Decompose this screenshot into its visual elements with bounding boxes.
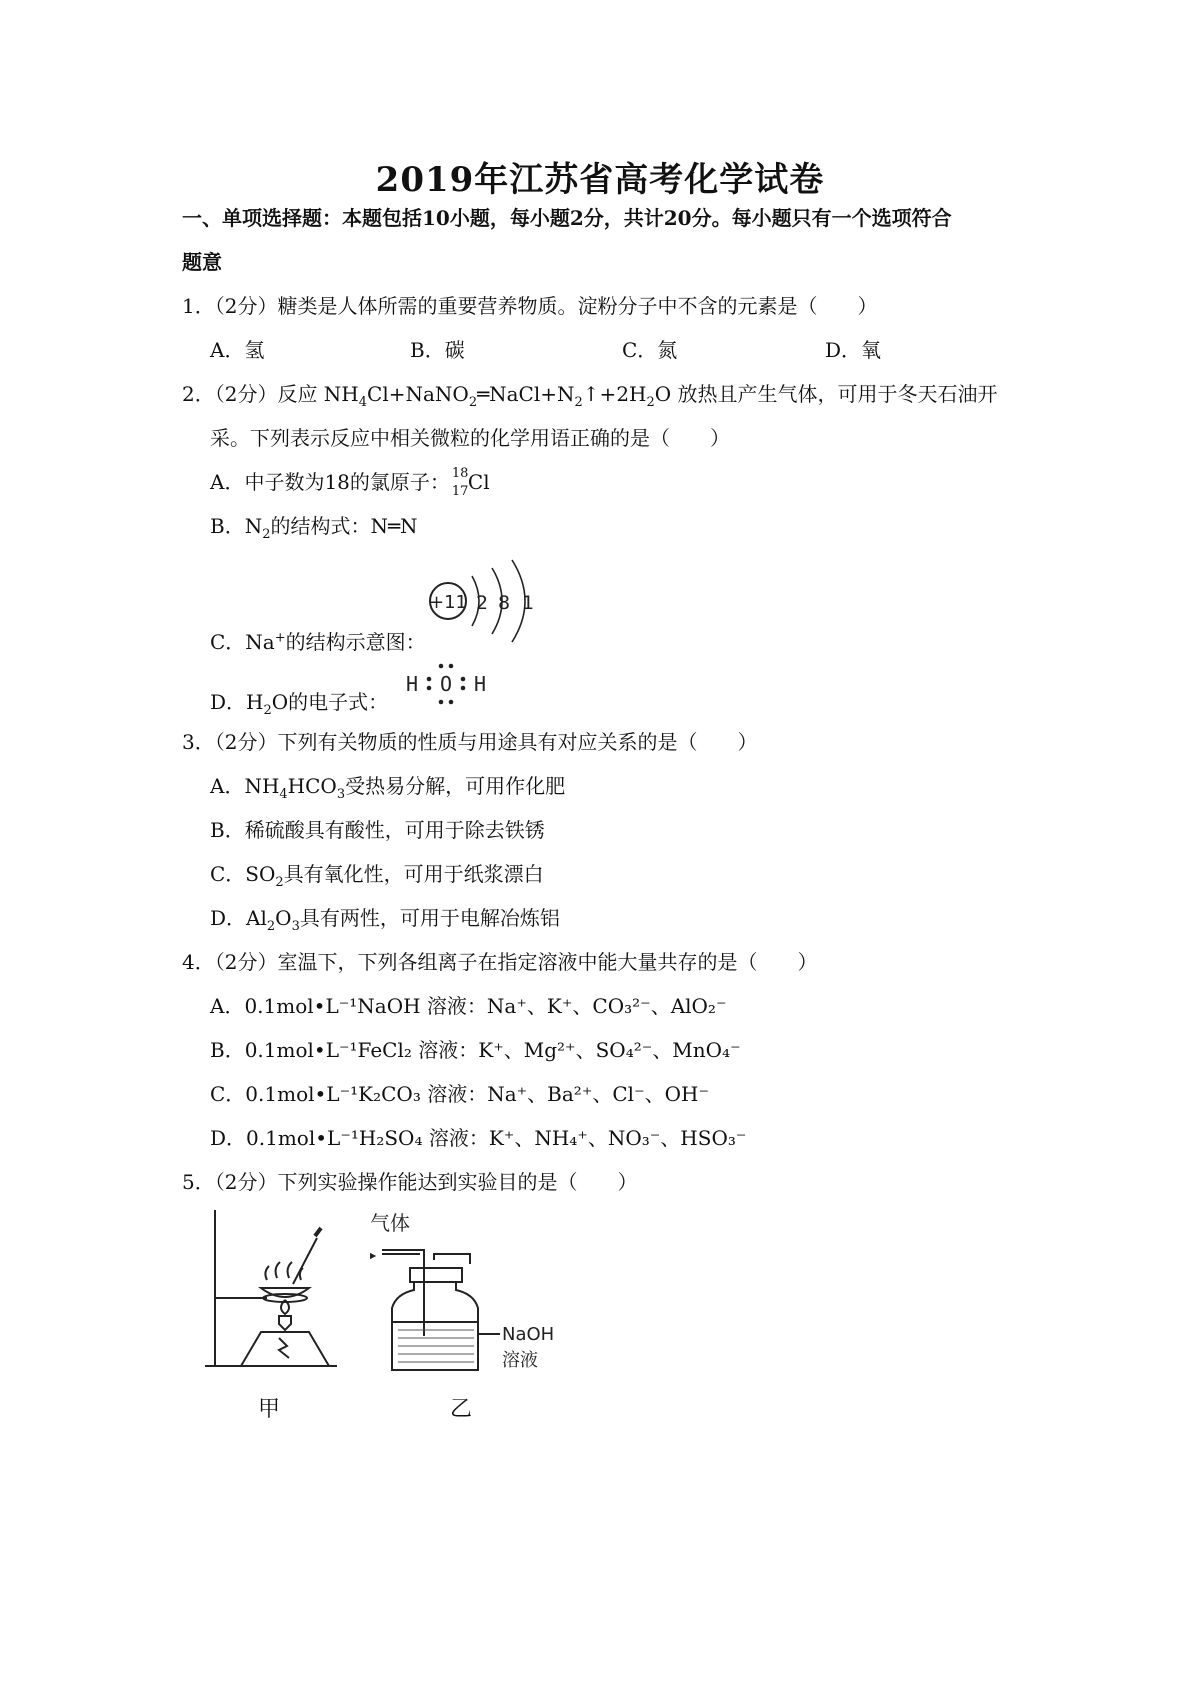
alcohol-lamp-body bbox=[241, 1332, 329, 1366]
q3-option-c bbox=[210, 858, 544, 890]
question-2-stem-cont: 采。下列表示反应中相关微粒的化学用语正确的是（ ） bbox=[210, 426, 730, 450]
gas-label: 气体 bbox=[370, 1212, 410, 1235]
q2-option-c-sup: + bbox=[274, 630, 286, 646]
section-heading-cont: 题意 bbox=[182, 250, 222, 274]
figure-label-jia: 甲 bbox=[258, 1397, 281, 1422]
shell-electrons-1: 2 bbox=[475, 592, 489, 614]
q3-option-d-sub: 2 bbox=[266, 919, 276, 934]
q3-option-a-text: HCO bbox=[287, 774, 337, 798]
question-4-stem: 4．（2分）室温下，下列各组离子在指定溶液中能大量共存的是（ ） bbox=[182, 950, 818, 974]
liquid-hatching bbox=[398, 1330, 474, 1362]
atomic-number: 17 bbox=[451, 483, 469, 499]
q1-option-d: D．氧 bbox=[825, 338, 882, 362]
q2-stem-text: Cl+NaNO bbox=[367, 382, 469, 406]
glass-rod bbox=[293, 1238, 317, 1284]
bottle-body bbox=[392, 1282, 478, 1370]
section-heading: 一、单项选择题：本题包括10小题，每小题2分，共计20分。每小题只有一个选项符合 bbox=[182, 206, 952, 230]
sodium-ion-structure-diagram bbox=[428, 548, 568, 648]
water-electron-formula bbox=[400, 660, 492, 708]
question-1-stem: 1．（2分）糖类是人体所需的重要营养物质。淀粉分子中不含的元素是（ ） bbox=[182, 294, 878, 318]
gas-arrow-head bbox=[370, 1252, 374, 1260]
q3-option-a-sub: 3 bbox=[336, 787, 346, 802]
q4-option-d: D．0.1mol•L⁻¹H₂SO₄ 溶液：K⁺、NH₄⁺、NO₃⁻、HSO₃⁻ bbox=[210, 1126, 747, 1150]
q3-option-d-text: O bbox=[275, 906, 292, 930]
bottle-stopper bbox=[410, 1268, 462, 1282]
q4-option-a: A．0.1mol•L⁻¹NaOH 溶液：Na⁺、K⁺、CO₃²⁻、AlO₂⁻ bbox=[210, 994, 727, 1018]
hydrogen-right: H bbox=[473, 672, 487, 696]
q1-option-b: B．碳 bbox=[410, 338, 465, 362]
q3-option-a-sub: 4 bbox=[279, 787, 288, 802]
outlet-tube bbox=[434, 1254, 470, 1264]
q3-option-a bbox=[210, 770, 565, 802]
q2-option-b-text: 的结构式：N═N bbox=[270, 514, 418, 538]
apparatus-yi-gas-washing-bottle bbox=[370, 1212, 560, 1382]
q4-option-c: C．0.1mol•L⁻¹K₂CO₃ 溶液：Na⁺、Ba²⁺、Cl⁻、OH⁻ bbox=[210, 1082, 710, 1106]
q3-option-c-text: C．SO bbox=[210, 862, 276, 886]
q2-stem-text: ↑+2H bbox=[582, 382, 647, 406]
q2-sub: 2 bbox=[646, 395, 655, 410]
glass-rod-tip bbox=[315, 1228, 321, 1236]
q2-option-d bbox=[210, 686, 388, 718]
q4-option-b: B．0.1mol•L⁻¹FeCl₂ 溶液：K⁺、Mg²⁺、SO₄²⁻、MnO₄⁻ bbox=[210, 1038, 741, 1062]
q2-stem-text: O 放热且产生气体，可用于冬天石油开 bbox=[654, 382, 998, 406]
q2-option-a-text: A．中子数为18的氯原子： bbox=[210, 470, 450, 494]
mass-number: 18 bbox=[451, 465, 469, 481]
oxygen: O bbox=[439, 672, 453, 696]
q2-sub: 4 bbox=[358, 395, 368, 410]
q3-option-a-text: 受热易分解，可用作化肥 bbox=[345, 774, 566, 798]
naoh-label: NaOH bbox=[502, 1324, 555, 1345]
q3-option-c-sub: 2 bbox=[275, 875, 284, 890]
q2-option-d-text: O的电子式： bbox=[271, 690, 389, 714]
question-5-stem: 5．（2分）下列实验操作能达到实验目的是（ ） bbox=[182, 1170, 638, 1194]
question-3-stem: 3．（2分）下列有关物质的性质与用途具有对应关系的是（ ） bbox=[182, 730, 758, 754]
shell-electrons-2: 8 bbox=[497, 592, 511, 614]
nuclide-notation bbox=[450, 465, 469, 499]
q1-option-c: C．氮 bbox=[622, 338, 678, 362]
burner-wick bbox=[279, 1316, 291, 1330]
q3-option-d-text: 具有两性，可用于电解冶炼铝 bbox=[299, 906, 560, 930]
q3-option-c-text: 具有氧化性，可用于纸浆漂白 bbox=[283, 862, 544, 886]
q2-option-c-text: C．Na bbox=[210, 630, 275, 654]
hydrogen-left: H bbox=[405, 672, 419, 696]
q2-option-b-sub: 2 bbox=[262, 527, 271, 542]
q2-option-d-sub: 2 bbox=[263, 703, 272, 718]
figure-label-yi: 乙 bbox=[450, 1397, 473, 1422]
q3-option-d-text: D．Al bbox=[210, 906, 267, 930]
q2-sub: 2 bbox=[574, 395, 583, 410]
page-title: 2019年江苏省高考化学试卷 bbox=[375, 160, 825, 200]
question-2-stem bbox=[182, 378, 998, 410]
q3-option-a-text: A．NH bbox=[210, 774, 280, 798]
q2-stem-text: 2．（2分）反应 NH bbox=[182, 382, 359, 406]
q2-option-b bbox=[210, 510, 418, 542]
q1-option-a: A．氢 bbox=[210, 338, 265, 362]
shell-electrons-3: 1 bbox=[521, 592, 535, 614]
q2-option-a bbox=[210, 465, 490, 499]
q3-option-b: B．稀硫酸具有酸性，可用于除去铁锈 bbox=[210, 818, 545, 842]
apparatus-jia-evaporation bbox=[205, 1208, 350, 1378]
q2-option-c bbox=[210, 626, 426, 655]
lamp-liquid-mark bbox=[279, 1338, 289, 1358]
q2-option-d-text: D．H bbox=[210, 690, 264, 714]
nucleus-charge: +11 bbox=[429, 592, 467, 613]
q2-stem-text: ═NaCl+N bbox=[477, 382, 575, 406]
q2-option-c-text: 的结构示意图： bbox=[285, 630, 426, 654]
element-symbol: Cl bbox=[467, 470, 490, 494]
q2-option-b-text: B．N bbox=[210, 514, 263, 538]
solution-label: 溶液 bbox=[502, 1350, 538, 1371]
q2-sub: 2 bbox=[468, 395, 478, 410]
q3-option-d-sub: 3 bbox=[291, 919, 300, 934]
q3-option-d bbox=[210, 902, 560, 934]
